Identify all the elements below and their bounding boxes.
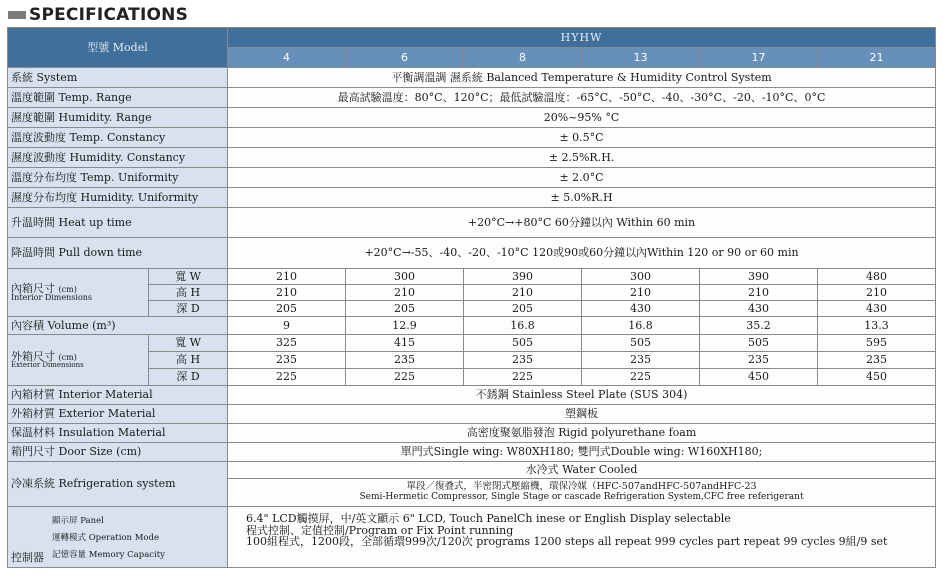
temp-range-value: 最高試驗溫度：80°C、120°C；最低試驗溫度：-65°C、-50°C、-40、-30°C、-20、-10°C、0°C — [228, 88, 936, 108]
interior-material-value: 不銹鋼 Stainless Steel Plate (SUS 304) — [228, 386, 936, 405]
humidity-constancy-label: 濕度波動度 Humidity. Constancy — [8, 148, 228, 168]
interior-height-label: 高 H — [149, 285, 228, 301]
volume-17: 35.2 — [700, 317, 818, 335]
interior-depth-4: 205 — [228, 301, 346, 317]
heat-up-value: +20°C→+80°C 60分鐘以內 Within 60 min — [228, 208, 936, 238]
exterior-depth-13: 225 — [582, 369, 700, 386]
pull-down-label: 降温時間 Pull down time — [8, 238, 228, 269]
interior-depth-label: 深 D — [149, 301, 228, 317]
exterior-width-13: 505 — [582, 335, 700, 352]
controller-memory-value: 100組程式，1200段，全部循環999次/120次 programs 1200 steps all repeat 999 cycles part repeat 99 cycles 9組/9 set — [246, 535, 888, 549]
exterior-height-17: 235 — [700, 352, 818, 369]
model-13: 13 — [582, 48, 700, 68]
exterior-depth-label: 深 D — [149, 369, 228, 386]
exterior-label-unit: (cm) — [58, 352, 77, 362]
system-label: 系統 System — [8, 68, 228, 88]
volume-label: 內容積 Volume (m³) — [8, 317, 228, 335]
interior-width-6: 300 — [346, 269, 464, 285]
volume-13: 16.8 — [582, 317, 700, 335]
exterior-height-13: 235 — [582, 352, 700, 369]
exterior-depth-8: 225 — [464, 369, 582, 386]
volume-6: 12.9 — [346, 317, 464, 335]
exterior-label-en: Exterior Dimensions — [11, 361, 84, 370]
interior-width-8: 390 — [464, 269, 582, 285]
controller-panel-value: 6.4" LCD觸摸屏，中/英文顯示 6" LCD, Touch PanelCh inese or English Display selectable — [246, 512, 731, 525]
exterior-depth-6: 225 — [346, 369, 464, 386]
humidity-range-value: 20%~95% °C — [228, 108, 936, 128]
interior-depth-21: 430 — [818, 301, 936, 317]
pull-down-value: +20°C→-55、-40、-20、-10°C 120或90或60分鐘以內Within 120 or 90 or 60 min — [228, 238, 936, 269]
humidity-uniformity-label: 濕度分布均度 Humidity. Uniformity — [8, 188, 228, 208]
interior-height-8: 210 — [464, 285, 582, 301]
interior-width-21: 480 — [818, 269, 936, 285]
exterior-width-21: 595 — [818, 335, 936, 352]
exterior-height-21: 235 — [818, 352, 936, 369]
title-bullet-icon — [8, 11, 26, 19]
interior-label-en: Interior Dimensions — [11, 293, 93, 303]
controller-label — [8, 507, 165, 568]
section-title: SPECIFICATIONS — [29, 5, 189, 25]
interior-height-17: 210 — [700, 285, 818, 301]
exterior-width-8: 505 — [464, 335, 582, 352]
interior-height-21: 210 — [818, 285, 936, 301]
temp-uniformity-value: ± 2.0°C — [228, 168, 936, 188]
system-value: 平衡調溫調 濕系統 Balanced Temperature & Humidity Control System — [228, 68, 936, 88]
interior-width-label: 寬 W — [149, 269, 228, 285]
controller-sub-labels — [44, 507, 165, 565]
humidity-range-label: 濕度範圍 Humidity. Range — [8, 108, 228, 128]
interior-label-unit: (cm) — [58, 284, 77, 294]
door-size-value: 單門式Single wing: W80XH180; 雙門式Double wing: W160XH180; — [228, 443, 936, 462]
refrigeration-value-cooling: 水冷式 Water Cooled — [228, 462, 936, 479]
interior-depth-13: 430 — [582, 301, 700, 317]
heat-up-label: 升温時間 Heat up time — [8, 208, 228, 238]
exterior-height-label: 高 H — [149, 352, 228, 369]
controller-sub-memory: 記憶容量 Memory Capacity — [52, 550, 165, 560]
insulation-value: 高密度聚氨脂發泡 Rigid polyurethane foam — [228, 424, 936, 443]
section-title-bar — [8, 5, 188, 25]
exterior-height-6: 235 — [346, 352, 464, 369]
interior-height-13: 210 — [582, 285, 700, 301]
model-group-header: HYHW — [228, 28, 936, 48]
door-size-label: 箱門尺寸 Door Size (cm) — [8, 443, 228, 462]
exterior-height-4: 235 — [228, 352, 346, 369]
exterior-depth-21: 450 — [818, 369, 936, 386]
model-4: 4 — [228, 48, 346, 68]
exterior-dimensions-label — [8, 335, 149, 386]
exterior-material-value: 塑鋼板 — [228, 405, 936, 424]
interior-dimensions-label — [8, 269, 149, 317]
volume-21: 13.3 — [818, 317, 936, 335]
interior-width-13: 300 — [582, 269, 700, 285]
model-21: 21 — [818, 48, 936, 68]
refrigeration-line-cn: 單段／復叠式，半密閉式壓縮機，環保冷媒（HFC-507andHFC-507andHFC-23 — [406, 481, 757, 493]
controller-sub-mode: 運轉模式 Operation Mode — [52, 533, 159, 543]
interior-width-4: 210 — [228, 269, 346, 285]
interior-height-6: 210 — [346, 285, 464, 301]
interior-depth-6: 205 — [346, 301, 464, 317]
controller-label-text: 控制器 — [11, 551, 44, 565]
volume-4: 9 — [228, 317, 346, 335]
exterior-depth-4: 225 — [228, 369, 346, 386]
humidity-constancy-value: ± 2.5%R.H. — [228, 148, 936, 168]
volume-8: 16.8 — [464, 317, 582, 335]
humidity-uniformity-value: ± 5.0%R.H — [228, 188, 936, 208]
exterior-width-17: 505 — [700, 335, 818, 352]
controller-sub-panel: 顯示屏 Panel — [52, 516, 104, 526]
refrigeration-line-en: Semi-Hermetic Compressor, Single Stage or cascade Refrigeration System,CFC free referigerant — [359, 492, 804, 503]
exterior-width-6: 415 — [346, 335, 464, 352]
specifications-table — [7, 27, 936, 568]
temp-range-label: 溫度範圍 Temp. Range — [8, 88, 228, 108]
refrigeration-label: 冷凍系統 Refrigeration system — [8, 462, 228, 507]
exterior-label-cn: 外箱尺寸 — [11, 349, 55, 363]
model-17: 17 — [700, 48, 818, 68]
controller-values — [228, 507, 936, 568]
temp-constancy-label: 溫度波動度 Temp. Constancy — [8, 128, 228, 148]
model-8: 8 — [464, 48, 582, 68]
exterior-width-4: 325 — [228, 335, 346, 352]
exterior-height-8: 235 — [464, 352, 582, 369]
exterior-material-label: 外箱材質 Exterior Material — [8, 405, 228, 424]
interior-height-4: 210 — [228, 285, 346, 301]
temp-uniformity-label: 溫度分布均度 Temp. Uniformity — [8, 168, 228, 188]
model-6: 6 — [346, 48, 464, 68]
exterior-width-label: 寬 W — [149, 335, 228, 352]
refrigeration-value-compressor — [228, 479, 936, 507]
insulation-label: 保温材料 Insulation Material — [8, 424, 228, 443]
exterior-depth-17: 450 — [700, 369, 818, 386]
interior-depth-17: 430 — [700, 301, 818, 317]
temp-constancy-value: ± 0.5°C — [228, 128, 936, 148]
controller-mode-value: 程式控制、定值控制/Program or Fix Point running — [246, 523, 514, 537]
interior-depth-8: 205 — [464, 301, 582, 317]
interior-width-17: 390 — [700, 269, 818, 285]
interior-label-cn: 內箱尺寸 — [11, 281, 55, 295]
interior-material-label: 內箱材質 Interior Material — [8, 386, 228, 405]
model-header-label: 型號 Model — [8, 28, 228, 68]
